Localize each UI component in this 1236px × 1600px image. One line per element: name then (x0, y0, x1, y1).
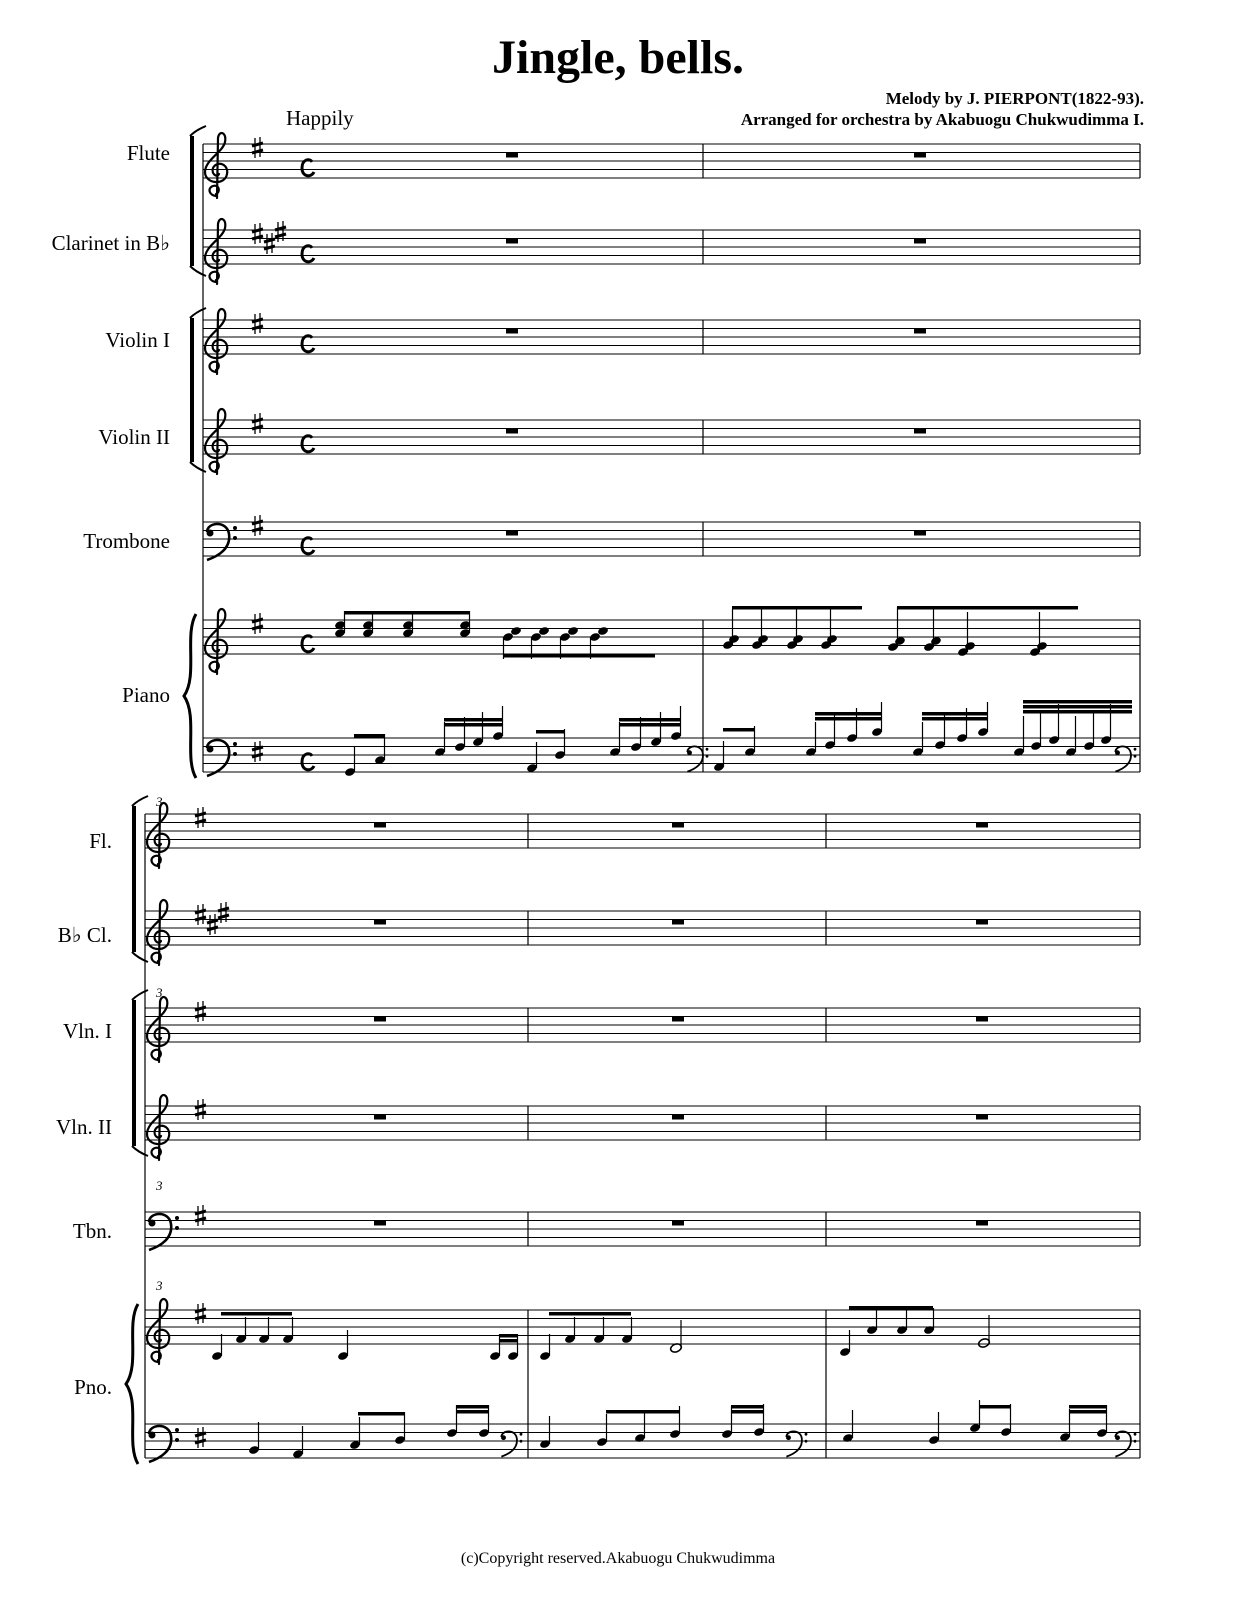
whole-rest (506, 239, 518, 244)
beam (619, 723, 680, 727)
measure-number: 3 (156, 985, 163, 1000)
note (621, 1317, 633, 1344)
beam (358, 1412, 404, 1416)
treble-clef-icon (147, 1299, 169, 1364)
half-note (670, 1320, 683, 1353)
common-time-icon (302, 246, 314, 262)
piano-brace (184, 614, 196, 778)
treble-clef-icon (147, 900, 169, 965)
bass-clef-dot (175, 1216, 179, 1220)
note (1000, 1404, 1012, 1437)
treble-clef-icon (205, 133, 227, 198)
bass-clef-dot (805, 1440, 808, 1443)
note (923, 1308, 935, 1335)
whole-rest (976, 1017, 988, 1022)
whole-rest (672, 1221, 684, 1226)
staff (145, 814, 1140, 848)
bracket-top (132, 796, 148, 806)
bass-clef-icon (207, 740, 238, 776)
common-time-icon (302, 636, 314, 652)
whole-rest (374, 1221, 386, 1226)
treble-clef-icon (205, 609, 227, 674)
measure-number: 3 (156, 1278, 163, 1293)
staff (145, 1008, 1140, 1042)
whole-rest (914, 329, 926, 334)
note (337, 1330, 349, 1361)
sharp-icon (252, 223, 263, 244)
beam (815, 712, 881, 716)
whole-rest (506, 429, 518, 434)
bass-clef-dot (175, 1428, 179, 1432)
bass-clef-dot (1115, 750, 1120, 755)
note (753, 1404, 765, 1437)
beam (444, 723, 502, 727)
arranger-credit: Arranged for orchestra by Akabuogu Chukwudimma I. (740, 110, 1144, 129)
treble-clef-shape (147, 1095, 169, 1160)
bass-clef-dot (1134, 1433, 1137, 1436)
note (446, 1405, 458, 1438)
note (478, 1405, 490, 1438)
bass-clef-icon (207, 524, 238, 560)
note (282, 1317, 294, 1344)
beam (897, 606, 1078, 610)
bass-clef-shape (207, 524, 229, 560)
instrument-label: Tbn. (72, 1219, 112, 1243)
common-time-shape (302, 436, 314, 452)
beam (732, 606, 862, 610)
beam (549, 1312, 631, 1316)
whole-rest (914, 239, 926, 244)
note (1083, 710, 1095, 751)
instrument-label: Pno. (74, 1375, 112, 1399)
note (1059, 1409, 1071, 1442)
note (1065, 716, 1077, 757)
instrument-label: Piano (122, 683, 170, 707)
treble-clef-shape (147, 1299, 169, 1364)
staff (203, 230, 1140, 264)
sharp-stroke (207, 920, 218, 923)
bass-clef-dot (687, 750, 692, 755)
bass-clef-dot (175, 1438, 179, 1442)
instrument-label: Flute (126, 141, 170, 165)
beam (444, 718, 502, 722)
bass-clef-shape (687, 746, 703, 771)
piano-brace (126, 1304, 138, 1464)
copyright-notice: (c)Copyright reserved.Akabuogu Chukwudimma (460, 1550, 776, 1567)
bass-clef-icon (1115, 746, 1136, 771)
treble-clef-icon (147, 997, 169, 1062)
note (539, 1334, 551, 1361)
bass-clef-dot (233, 752, 237, 756)
bracket-top (190, 126, 206, 136)
note (554, 729, 566, 760)
treble-clef-icon (147, 803, 169, 868)
note (634, 1410, 646, 1443)
beam (815, 717, 881, 721)
system-1 (52, 126, 1140, 778)
note (292, 1426, 304, 1459)
beam (619, 718, 680, 722)
common-time-shape (302, 246, 314, 262)
treble-clef-icon (205, 309, 227, 374)
bass-clef-dot (786, 1435, 791, 1440)
bass-clef-icon (501, 1431, 522, 1456)
note (1030, 710, 1042, 751)
bass-clef-shape (149, 1214, 171, 1250)
note (751, 609, 763, 650)
sharp-stroke (218, 915, 229, 918)
bass-clef-dot (149, 1220, 156, 1227)
bass-clef-dot (1115, 1435, 1120, 1440)
melody-credit: Melody by J. PIERPONT(1822-93). (885, 89, 1144, 108)
treble-clef-icon (205, 409, 227, 474)
beam (536, 730, 564, 734)
common-time-icon (302, 160, 314, 176)
note (507, 1334, 519, 1361)
tempo-marking: Happily (286, 106, 354, 130)
whole-rest (672, 920, 684, 925)
staff (203, 522, 1140, 556)
bass-clef-dot (706, 748, 709, 751)
note (866, 1308, 878, 1335)
treble-clef-shape (205, 309, 227, 374)
beam (731, 1405, 763, 1409)
sharp-icon (252, 613, 263, 634)
group-bracket (190, 308, 206, 472)
score-title: Jingle, bells. (491, 31, 745, 84)
bass-clef-dot (805, 1433, 808, 1436)
sharp-icon (252, 515, 263, 536)
note (248, 1422, 260, 1455)
treble-clef-shape (205, 133, 227, 198)
sharp-icon (252, 741, 263, 762)
bass-clef-shape (149, 1426, 171, 1462)
bracket-bottom (132, 1146, 148, 1156)
note (805, 722, 817, 757)
note (786, 609, 798, 650)
bass-clef-dot (501, 1435, 506, 1440)
whole-rest (374, 920, 386, 925)
beam (503, 654, 655, 658)
sharp-icon (264, 233, 275, 254)
note (489, 1334, 501, 1361)
note (454, 717, 466, 752)
note (235, 1317, 247, 1344)
measure-number: 3 (156, 1178, 163, 1193)
bass-clef-icon (786, 1431, 807, 1456)
beam (606, 1410, 679, 1414)
sharp-icon (195, 1001, 206, 1022)
whole-rest (374, 823, 386, 828)
note (957, 612, 969, 657)
instrument-label: Violin II (98, 425, 170, 449)
staff (203, 144, 1140, 178)
note (349, 1417, 361, 1450)
sharp-icon (252, 313, 263, 334)
bass-clef-shape (1115, 1431, 1131, 1456)
note (650, 712, 662, 747)
bass-clef-icon (687, 746, 708, 771)
whole-rest (976, 1115, 988, 1120)
bass-clef-shape (207, 740, 229, 776)
sharp-stroke (195, 1433, 206, 1436)
beam (344, 611, 470, 615)
note (609, 722, 621, 757)
sharp-icon (195, 904, 206, 925)
group-bracket (190, 126, 206, 276)
beam (456, 1410, 488, 1414)
common-time-icon (302, 436, 314, 452)
beam (723, 728, 754, 732)
bass-clef-icon (149, 1214, 180, 1250)
beam (731, 1410, 763, 1414)
measure-number: 3 (156, 794, 163, 809)
instrument-label: Fl. (89, 829, 112, 853)
sharp-stroke (252, 747, 263, 750)
note (596, 1414, 608, 1447)
half-note (978, 1315, 991, 1348)
staff (145, 1212, 1140, 1246)
instrument-label: Clarinet in B♭ (51, 231, 170, 255)
instrument-label: Trombone (83, 529, 170, 553)
bass-clef-dot (149, 1432, 156, 1439)
bass-clef-icon (1115, 1431, 1136, 1456)
treble-clef-shape (147, 900, 169, 965)
note (928, 1412, 940, 1445)
whole-rest (976, 1221, 988, 1226)
whole-rest (506, 153, 518, 158)
sharp-icon (195, 1099, 206, 1120)
staff (145, 1106, 1140, 1140)
whole-rest (506, 531, 518, 536)
note (211, 1334, 223, 1361)
treble-clef-icon (205, 219, 227, 284)
treble-clef-shape (147, 997, 169, 1062)
note (374, 734, 386, 765)
note (722, 609, 734, 650)
note (630, 717, 642, 752)
common-time-shape (302, 160, 314, 176)
note (472, 712, 484, 747)
staff (203, 738, 1140, 772)
note (912, 722, 924, 757)
instrument-label: Vln. II (56, 1115, 112, 1139)
beam (849, 1306, 933, 1310)
bracket-bottom (190, 462, 206, 472)
whole-rest (374, 1115, 386, 1120)
whole-rest (914, 153, 926, 158)
whole-rest (914, 429, 926, 434)
sharp-icon (252, 137, 263, 158)
sharp-icon (252, 413, 263, 434)
whole-rest (672, 823, 684, 828)
common-time-icon (302, 754, 314, 770)
sharp-stroke (275, 234, 286, 237)
note (969, 1400, 981, 1433)
bass-clef-dot (175, 1226, 179, 1230)
beam (499, 1334, 517, 1338)
bracket-bottom (132, 952, 148, 962)
bass-clef-dot (233, 526, 237, 530)
beam (1069, 1405, 1106, 1409)
instrument-label: Vln. I (63, 1019, 112, 1043)
sharp-icon (207, 914, 218, 935)
note (394, 1412, 406, 1445)
bass-clef-dot (207, 746, 214, 753)
treble-clef-shape (205, 609, 227, 674)
beam (221, 1312, 292, 1316)
note (1029, 612, 1041, 657)
beam (499, 1339, 517, 1343)
common-time-shape (302, 754, 314, 770)
bass-clef-dot (207, 530, 214, 537)
note (434, 722, 446, 757)
bracket-top (190, 308, 206, 318)
system-2 (56, 794, 1140, 1464)
whole-rest (672, 1017, 684, 1022)
sharp-stroke (264, 239, 275, 242)
whole-rest (976, 920, 988, 925)
sharp-icon (195, 1303, 206, 1324)
bass-clef-dot (520, 1440, 523, 1443)
beam (979, 1405, 1010, 1409)
note (842, 1410, 854, 1443)
staff (203, 320, 1140, 354)
beam (1023, 700, 1132, 704)
common-time-icon (302, 336, 314, 352)
bass-clef-dot (233, 742, 237, 746)
sharp-icon (195, 1427, 206, 1448)
treble-clef-shape (205, 219, 227, 284)
beam (1023, 710, 1132, 714)
whole-rest (672, 1115, 684, 1120)
note (820, 609, 832, 650)
bass-clef-icon (149, 1426, 180, 1462)
bracket-bottom (190, 266, 206, 276)
beam (1069, 1410, 1106, 1414)
whole-rest (374, 1017, 386, 1022)
beam (922, 717, 987, 721)
sharp-icon (195, 807, 206, 828)
common-time-shape (302, 538, 314, 554)
bass-clef-dot (1134, 1440, 1137, 1443)
beam (456, 1405, 488, 1409)
beam (1023, 705, 1132, 709)
note (593, 1317, 605, 1344)
note (258, 1317, 270, 1344)
note (1013, 716, 1025, 757)
sharp-icon (195, 1205, 206, 1226)
bass-clef-dot (1134, 755, 1137, 758)
bass-clef-dot (706, 755, 709, 758)
common-time-shape (302, 336, 314, 352)
bass-clef-shape (786, 1431, 802, 1456)
bass-clef-shape (501, 1431, 517, 1456)
staff (203, 420, 1140, 454)
whole-rest (914, 531, 926, 536)
staff (145, 911, 1140, 945)
note (713, 741, 725, 772)
bass-clef-dot (520, 1433, 523, 1436)
treble-clef-shape (147, 803, 169, 868)
instrument-label: Violin I (105, 328, 170, 352)
note (564, 1317, 576, 1344)
treble-clef-icon (147, 1095, 169, 1160)
bass-clef-shape (1115, 746, 1131, 771)
common-time-icon (302, 538, 314, 554)
whole-rest (506, 329, 518, 334)
note (344, 746, 356, 777)
instrument-label: B♭ Cl. (57, 923, 112, 947)
bass-clef-dot (1134, 748, 1137, 751)
bracket-top (132, 990, 148, 1000)
bass-clef-dot (233, 536, 237, 540)
treble-clef-shape (205, 409, 227, 474)
whole-rest (976, 823, 988, 828)
staff (145, 1310, 1140, 1344)
group-bracket (132, 796, 148, 962)
common-time-shape (302, 636, 314, 652)
note (1096, 1405, 1108, 1438)
beam (354, 734, 384, 738)
note (896, 1308, 908, 1335)
beam (922, 712, 987, 716)
